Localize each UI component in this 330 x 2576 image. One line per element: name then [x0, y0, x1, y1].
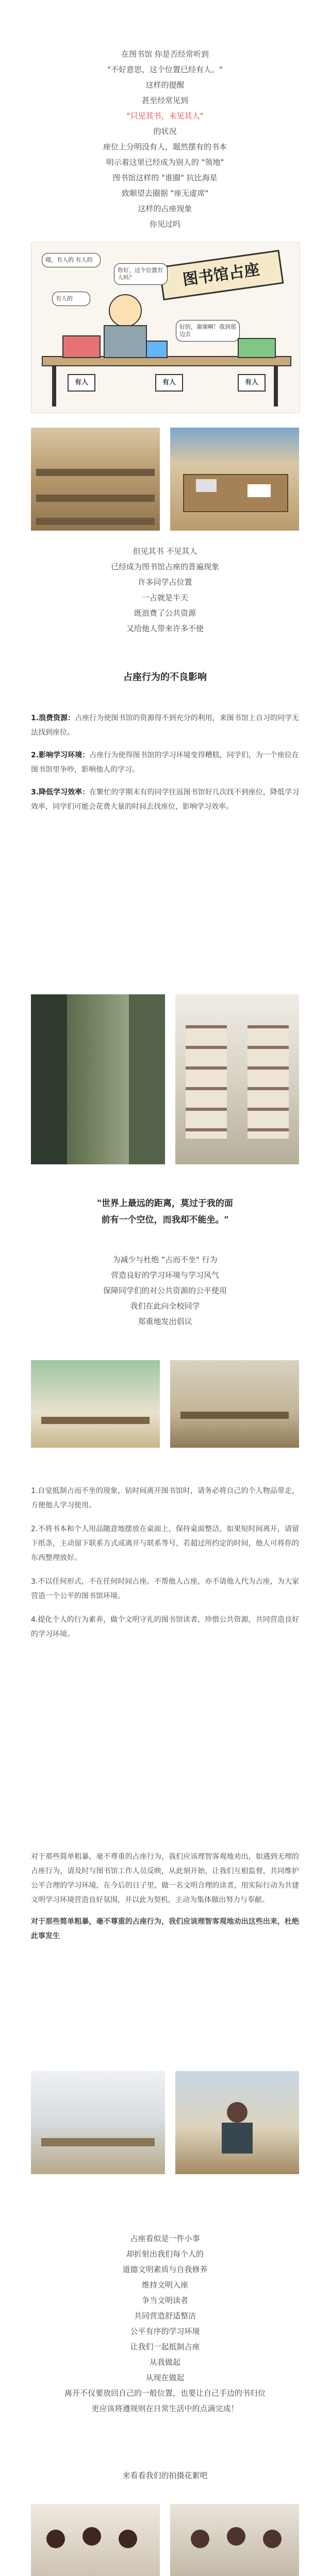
effect-label: 3.降低学习效率：	[31, 788, 90, 796]
desk-row	[41, 1417, 150, 1424]
poem-line: 我们在此向全校同学	[130, 1301, 200, 1311]
person	[119, 2530, 137, 2548]
bookshelf	[248, 1025, 289, 1139]
closing-bold-line: 对于那些简单粗暴，毫不尊重的占座行为，我们应该理智客观地劝出这些出来，杜绝此事发生	[31, 1918, 299, 1940]
poem-line: 在图书馆 你是否经常听到	[121, 49, 209, 59]
desk-row	[36, 469, 155, 476]
comic-illustration	[31, 242, 300, 413]
effect-paragraph	[31, 748, 299, 777]
poem-line: 郑重地发出倡议	[138, 1317, 192, 1326]
closing-section	[31, 1850, 299, 1943]
library-photo-empty-desk	[31, 2071, 165, 2174]
intro-poem	[31, 46, 299, 232]
poem-line: 但见其书 不见其人	[133, 547, 197, 556]
poem-line: 致顺望去圈据 "座无虚席"	[121, 189, 209, 198]
effect-text: 在繁忙的学期末有的同学往返图书馆好几次找不到座位，降低学习效率，同学们可能会花费大量的时间去找座位，影响学习效率。	[31, 788, 300, 811]
poem-line: 明示着这里已经成为别人的 "领地"	[106, 158, 224, 167]
poem-line: 为减少与杜绝 "占而不坐" 行为	[112, 1255, 218, 1264]
speech-bubble: 好的，谢谢啊！我到那边去	[176, 320, 240, 342]
speech-bubble: 有人的	[52, 292, 90, 306]
library-photo-table	[170, 428, 299, 531]
reserved-sign: 有人	[155, 374, 183, 392]
fourth-poem	[31, 2231, 299, 2416]
book-on-table	[248, 484, 271, 497]
person	[191, 2530, 209, 2548]
third-poem	[31, 1252, 299, 1329]
student-figure	[227, 2102, 248, 2123]
closing-paragraph: 对于那些简单粗暴，毫不尊重的占座行为，我们应该理智客观地劝出，如遇到无理的占座行为，请及时与图书馆工作人员反映，从此刻开始，让我们互相监督，共同维护公平合理的学习环境，在今后的日子里，做一名文明合理的读者，用实际行动为共建文明学习环境营造良好氛围，并以此为契机，主动为集体做出努力与奉献。	[31, 1853, 299, 1904]
shelf	[129, 994, 165, 1164]
poem-line: 却折射出我们每个人的	[126, 2249, 204, 2259]
quote-line: 前有一个空位，而我却不能坐。"	[101, 1215, 229, 1225]
quote-line: "世界上最远的距离，莫过于我的面	[97, 1198, 233, 1209]
team-photo-group	[31, 2504, 160, 2576]
student-body	[104, 325, 147, 358]
book-stack	[62, 335, 101, 358]
library-photo-student	[175, 2071, 299, 2174]
student-figure	[109, 294, 142, 327]
team-photo-group-2	[170, 2504, 299, 2576]
person	[82, 2527, 101, 2546]
poem-line: 许多同学占位置	[138, 578, 192, 587]
poem-line: 甚至经常见到	[141, 96, 188, 105]
poem-line: 争当文明读者	[141, 2296, 188, 2305]
library-photo-window	[31, 1360, 160, 1448]
poem-line: 道德文明素质与自我修养	[122, 2265, 208, 2274]
student-body	[222, 2123, 253, 2154]
poem-line: 让我们一起抵制占座	[130, 2342, 200, 2351]
library-photo-reading	[170, 1360, 299, 1448]
highlight-quote	[26, 1195, 304, 1228]
poem-line: 这样的提醒	[145, 80, 185, 90]
desk-leg	[274, 365, 278, 406]
section-title-bad-effects: 占座行为的不良影响	[123, 672, 207, 683]
shelf	[31, 994, 67, 1164]
person	[263, 2530, 282, 2548]
effect-text: 占座行为使得图书馆的学习环境变得糟糕，同学们，为一个座位在图书馆里争吵，影响他人的学习。	[31, 751, 300, 774]
poem-line: 已经成为图书馆占座的普遍现象	[110, 562, 219, 571]
effect-paragraph	[31, 711, 299, 740]
effect-label: 1.浪费资源：	[31, 714, 75, 722]
poem-line: 共同营造舒适整洁	[134, 2311, 196, 2320]
desk-row	[36, 495, 155, 502]
poem-line: 你见过吗	[149, 219, 180, 229]
initiatives-list	[31, 1484, 299, 1641]
person	[46, 2530, 65, 2548]
initiative-paragraph: 3.不以任何形式，不在任何时间占座。不帮他人占座，亦不请他人代为占座，为大家营造一个公平的图书馆环境。	[31, 1578, 299, 1600]
poem-line: 公平有序的学习环境	[130, 2327, 200, 2336]
effect-text: 占座行为使图书馆的资源得不到充分的利用，来图书馆上自习的同学无法找到座位。	[31, 714, 299, 737]
poem-line: 又给他人带来许多不便	[126, 624, 204, 633]
library-photo-aisle	[31, 994, 165, 1164]
team-photos-header: 来看看我们的拍摄花絮吧	[122, 2471, 208, 2480]
comic-banner: 图书馆占座	[159, 250, 284, 300]
speech-bubble: 你好，这个位置有人吗？	[114, 263, 168, 285]
reserved-sign: 有人	[238, 374, 266, 392]
reserved-sign: 有人	[68, 374, 95, 392]
book-stack	[238, 338, 276, 358]
poem-line: 保障同学们的对公共资源的公平使用	[103, 1286, 227, 1295]
initiative-paragraph: 4.提化个人的行为素养，做个文明守礼的图书馆读者，珍惜公共资源，共同营造良好的学习环境。	[31, 1616, 299, 1638]
initiative-paragraph: 2.不将书本和个人用品随意地摆放在桌面上，保持桌面整洁，如果短时间离开，请留下纸条，主动留下联系方式或离开与联系等号，若超过所约定的时间，他人可将你的东西整理放好。	[31, 1525, 299, 1562]
effects-list	[31, 711, 299, 814]
book-on-table	[196, 479, 217, 492]
desk-leg	[52, 365, 56, 406]
poem-line: 这样的占座现象	[138, 204, 192, 213]
library-photo-shelves	[175, 994, 299, 1164]
poem-line: 从现在做起	[145, 2373, 185, 2382]
poem-line: 既浪费了公共资源	[134, 608, 196, 618]
poem-line: 一占就是半天	[141, 593, 188, 602]
poem-line: 座位上分明没有人，题然摆有的书本	[103, 142, 227, 151]
effect-paragraph	[31, 785, 299, 814]
desk-row	[41, 2138, 155, 2146]
poem-line: 离开不仅要放回自己的一般位置，也要让自己手边的书归位	[64, 2388, 266, 2398]
initiative-paragraph: 1.自觉抵制占而不坐的现象，钻时间离开图书馆时，请务必将自己的个人物品带走，方便他人学习使用。	[31, 1487, 299, 1510]
poem-line: "不好意思，这个位置已经有人。"	[107, 65, 223, 74]
poem-line: 占座看似是一件小事	[130, 2234, 200, 2243]
speech-bubble: 哦，有人的 有人的	[42, 253, 101, 267]
library-photo-desks	[31, 428, 160, 531]
poem-highlight-line: "只见其书，未见其人"	[126, 111, 204, 121]
poem-line: 更应该将遵规则在日常生活中的点滴完成！	[91, 2404, 239, 2413]
poem-line: 从我做起	[149, 2358, 180, 2367]
bookshelf	[186, 1025, 227, 1139]
poem-line: 维持文明入座	[141, 2280, 188, 2290]
second-poem	[31, 544, 299, 636]
effect-label: 2.影响学习环境：	[31, 751, 90, 759]
poem-line: 图书馆这样的 "谁圈" 抗比海星	[112, 173, 218, 182]
desk-row	[36, 518, 155, 525]
poem-line: 的状况	[153, 127, 177, 136]
desk-row	[180, 1412, 289, 1419]
person	[227, 2527, 245, 2546]
poem-line: 营造良好的学习环境与学习风气	[110, 1270, 219, 1280]
